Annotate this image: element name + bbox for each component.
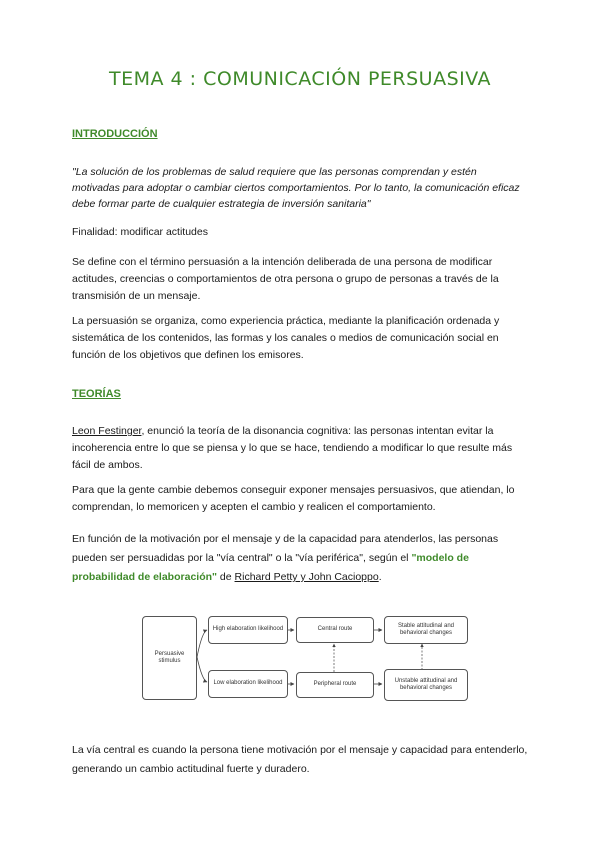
box-peripheral-route: Peripheral route xyxy=(296,672,374,698)
box-central-route: Central route xyxy=(296,617,374,643)
box-low-elaboration: Low elaboration likelihood xyxy=(208,670,288,698)
festinger-paragraph xyxy=(72,423,532,474)
box-stable-changes: Stable attitudinal and behavioral changes xyxy=(384,616,468,644)
box-unstable-changes: Unstable attitudinal and behavioral changes xyxy=(384,669,468,701)
via-central-paragraph: La vía central es cuando la persona tiene motivación por el mensaje y capacidad para entenderlo, generando un cambio actitudinal fuerte y duradero. xyxy=(72,744,528,775)
intro-quote: "La solución de los problemas de salud requiere que las personas comprendan y estén motivadas para adoptar o cambiar ciertos comportamientos. Por lo tanto, la comunicación eficaz debe formar parte de cualquier estrategia de inversión sanitaria" xyxy=(72,166,520,210)
page-title: TEMA 4 : COMUNICACIÓN PERSUASIVA xyxy=(108,68,492,90)
heading-introduccion: INTRODUCCIÓN xyxy=(72,128,158,140)
definicion-paragraph: Se define con el término persuasión a la intención deliberada de una persona de modificar actitudes, creencias o comportamientos de otra persona o grupo de personas a través de la transmisión de un mensaje. xyxy=(72,256,499,302)
box-high-elaboration: High elaboration likelihood xyxy=(208,616,288,644)
finalidad-text: Finalidad: modificar actitudes xyxy=(72,226,208,238)
organizacion-paragraph: La persuasión se organiza, como experiencia práctica, mediante la planificación ordenada y sistemática de los contenidos, las formas y los canales o medios de comunicación social en función de los objetivos que definen los emisores. xyxy=(72,315,500,361)
motivacion-text: En función de la motivación por el mensaje y de la capacidad para atenderlos, las personas pueden ser persuadidas por la "vía central" o la "vía periférica", según el xyxy=(72,533,499,564)
autores-link: Richard Petty y John Cacioppo xyxy=(234,571,379,583)
motivacion-de: de xyxy=(217,571,235,583)
festinger-link: Leon Festinger xyxy=(72,425,142,437)
elaboration-likelihood-diagram xyxy=(142,610,472,705)
heading-teorias: TEORÍAS xyxy=(72,388,121,400)
festinger-text: , enunció la teoría de la disonancia cognitiva: las personas intentan evitar la incoherencia entre lo que se piensa y lo que se hace, tendiendo a modificar lo que resulte más fácil de ambos. xyxy=(72,425,513,471)
box-persuasive-stimulus: Persuasive stimulus xyxy=(142,616,197,700)
motivacion-paragraph xyxy=(72,530,532,587)
motivacion-end: . xyxy=(378,571,382,583)
cambio-paragraph: Para que la gente cambie debemos conseguir exponer mensajes persuasivos, que atiendan, lo comprendan, lo memoricen y acepten el cambio y realicen el comportamiento. xyxy=(72,484,515,513)
modelo-highlight: "modelo de probabilidad de elaboración" xyxy=(72,552,469,583)
